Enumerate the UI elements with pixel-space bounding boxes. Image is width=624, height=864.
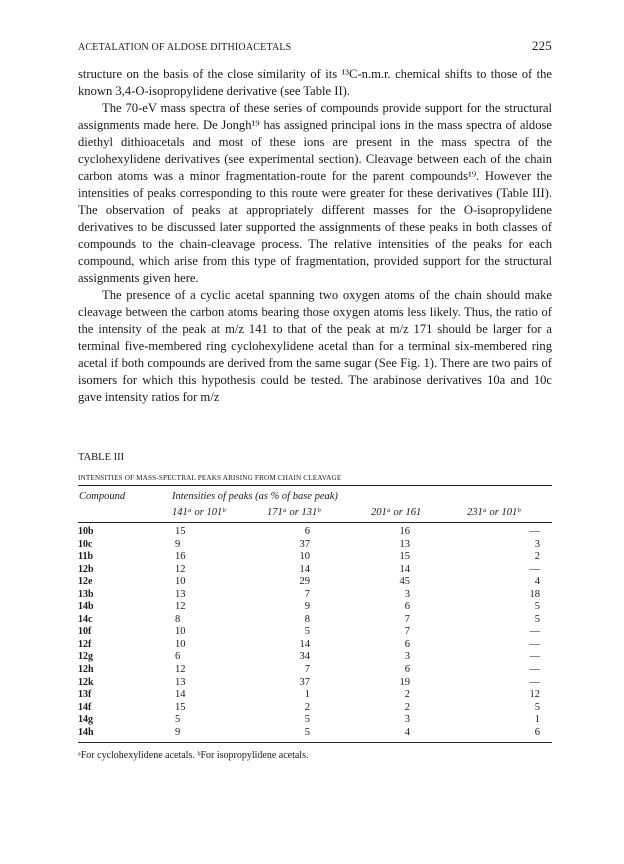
table-label: TABLE III	[78, 452, 125, 463]
compound-cell: 12e	[78, 576, 93, 588]
compound-cell: 13b	[78, 588, 94, 600]
compound-cell: 14h	[78, 726, 94, 738]
value-201-cell: 19	[399, 676, 410, 688]
value-201-cell: 3	[404, 588, 410, 600]
value-201-cell: 6	[404, 664, 410, 676]
col-header-1: 141ᵃ or 101ᵇ	[172, 507, 226, 518]
value-171-cell: 5	[304, 726, 310, 738]
compound-cell: 11b	[78, 551, 94, 563]
value-231-cell: —	[529, 563, 540, 575]
table-row	[78, 589, 552, 602]
compound-header: Compound	[79, 491, 126, 502]
value-141-cell: 15	[175, 701, 186, 713]
value-201-cell: 2	[404, 689, 410, 701]
table-row	[78, 664, 552, 677]
table-body	[78, 523, 552, 743]
value-171-cell: 7	[304, 664, 310, 676]
compound-cell: 14b	[78, 601, 94, 613]
value-141-cell: 12	[175, 563, 186, 575]
table-row	[78, 564, 552, 577]
value-171-cell: 37	[299, 538, 310, 550]
intensity-group-header-text: Intensities of peaks (as % of base peak)	[172, 491, 338, 502]
value-171-cell: 37	[299, 676, 310, 688]
col-header-2: 171ᵃ or 131ᵇ	[267, 507, 321, 518]
value-231-cell: 4	[534, 576, 540, 588]
value-231-cell: —	[529, 526, 540, 537]
value-201-cell: 3	[404, 651, 410, 663]
table-footnote: ᵃFor cyclohexylidene acetals. ᵇFor isopropylidene acetals.	[78, 750, 309, 762]
compound-cell: 13f	[78, 689, 92, 701]
value-231-cell: —	[529, 651, 540, 663]
value-141-cell: 8	[175, 613, 181, 625]
value-171-cell: 5	[304, 626, 310, 638]
value-201-cell: 4	[404, 726, 410, 738]
value-141-cell: 5	[175, 714, 181, 726]
paragraph-mass-spectra: The 70-eV mass spectra of these series of compounds provide support for the structural assignments made here. De Jongh¹⁹ has assigned principal ions in the mass spectra of aldose diethyl dithioacetals and most of these ions are present in the mass spectra of the cyclohexylidene derivatives (see experimental section). Cleavage between each of the chain carbon atoms was a minor fragmentation-route for the parent compounds¹⁹. However the intensities of peaks corresponding to this route were greater for these derivatives (Table III). The observation of peaks at appropriately different masses for the O-isopropylidene derivatives to be discussed later supported the assignments of these peaks in both classes of compounds to the chain-cleavage process. The relative intensities of the peaks for each compound, which arise from this type of fragmentation, provided support for the structural assignments given here.	[78, 101, 552, 285]
value-201-cell: 6	[404, 601, 410, 613]
table-row	[78, 677, 552, 690]
table-row	[78, 714, 552, 727]
value-171-cell: 29	[299, 576, 310, 588]
page-number: 225	[531, 38, 552, 53]
table-row	[78, 702, 552, 715]
compound-cell: 14g	[78, 714, 93, 726]
value-141-cell: 10	[175, 576, 186, 588]
compound-cell: 10b	[78, 526, 94, 537]
value-201-cell: 2	[404, 701, 410, 713]
value-171-cell: 14	[299, 563, 310, 575]
value-141-cell: 13	[175, 588, 186, 600]
value-171-cell: 6	[304, 526, 310, 537]
table-row	[78, 651, 552, 664]
paragraph-cyclic-acetal: The presence of a cyclic acetal spanning two oxygen atoms of the chain should make cleavage between the carbon atoms bearing those oxygen atoms less likely. Thus, the ratio of the intensity of the peak at m/z 141 to that of the peak at m/z 171 should be larger for a terminal five-membered ring cyclohexylidene acetal than for a terminal six-membered ring acetal if both compounds are derived from the same sugar (See Fig. 1). There are two pairs of isomers for which this hypothesis could be tested. The arabinose derivatives 10a and 10c gave intensity ratios for m/z	[78, 288, 552, 404]
table-row	[78, 539, 552, 552]
value-231-cell: 3	[534, 538, 540, 550]
compound-cell: 12h	[78, 664, 94, 676]
value-231-cell: 5	[534, 601, 540, 613]
value-141-cell: 12	[175, 664, 186, 676]
table-row	[78, 601, 552, 614]
table-row	[78, 639, 552, 652]
value-141-cell: 15	[175, 526, 186, 537]
value-231-cell: 5	[534, 613, 540, 625]
value-201-cell: 7	[404, 626, 410, 638]
value-141-cell: 14	[175, 689, 186, 701]
compound-cell: 14f	[78, 701, 92, 713]
running-head-title: ACETALATION OF ALDOSE DITHIOACETALS	[78, 42, 292, 53]
compound-cell: 10f	[78, 626, 92, 638]
value-171-cell: 9	[304, 601, 310, 613]
value-141-cell: 9	[175, 538, 181, 550]
data-table	[78, 486, 552, 743]
value-231-cell: 18	[529, 588, 540, 600]
value-231-cell: 6	[534, 726, 540, 738]
value-231-cell: 2	[534, 551, 540, 563]
table-row	[78, 523, 552, 539]
value-201-cell: 14	[399, 563, 410, 575]
table-row	[78, 689, 552, 702]
value-201-cell: 13	[399, 538, 410, 550]
value-201-cell: 6	[404, 638, 410, 650]
value-141-cell: 10	[175, 638, 186, 650]
value-201-cell: 7	[404, 613, 410, 625]
paragraph-continuation: structure on the basis of the close similarity of its ¹³C-n.m.r. chemical shifts to those of the known 3,4-O-isopropylidene derivative (see Table II).	[78, 67, 552, 98]
value-201-cell: 15	[399, 551, 410, 563]
value-171-cell: 5	[304, 714, 310, 726]
compound-cell: 12g	[78, 651, 93, 663]
value-141-cell: 6	[175, 651, 181, 663]
compound-cell: 10c	[78, 538, 93, 550]
value-231-cell: 12	[529, 689, 540, 701]
value-171-cell: 7	[304, 588, 310, 600]
value-141-cell: 13	[175, 676, 186, 688]
compound-cell: 12b	[78, 563, 94, 575]
running-head	[78, 38, 552, 54]
value-171-cell: 8	[304, 613, 310, 625]
value-141-cell: 12	[175, 601, 186, 613]
table-row	[78, 614, 552, 627]
compound-cell: 12k	[78, 676, 94, 688]
journal-page	[78, 38, 552, 761]
value-141-cell: 9	[175, 726, 181, 738]
value-231-cell: 1	[534, 714, 540, 726]
table-row	[78, 551, 552, 564]
table-caption: INTENSITIES OF MASS-SPECTRAL PEAKS ARISING FROM CHAIN CLEAVAGE	[78, 474, 342, 482]
table-row	[78, 576, 552, 589]
header-spacer	[78, 506, 171, 523]
table-iii	[78, 452, 552, 761]
value-171-cell: 10	[299, 551, 310, 563]
value-201-cell: 16	[399, 526, 410, 537]
col-header-4: 231ᵃ or 101ᵇ	[467, 507, 521, 518]
value-231-cell: —	[529, 638, 540, 650]
intensity-group-header	[171, 486, 552, 506]
table-row	[78, 727, 552, 743]
compound-cell: 14c	[78, 613, 93, 625]
value-171-cell: 1	[304, 689, 310, 701]
value-231-cell: —	[529, 676, 540, 688]
value-141-cell: 10	[175, 626, 186, 638]
value-231-cell: 5	[534, 701, 540, 713]
compound-cell: 12f	[78, 638, 92, 650]
value-201-cell: 45	[399, 576, 410, 588]
value-171-cell: 2	[304, 701, 310, 713]
value-201-cell: 3	[404, 714, 410, 726]
value-231-cell: —	[529, 664, 540, 676]
value-141-cell: 16	[175, 551, 186, 563]
value-171-cell: 14	[299, 638, 310, 650]
body-text	[78, 66, 552, 406]
table-row	[78, 626, 552, 639]
value-171-cell: 34	[299, 651, 310, 663]
col-header-3: 201ᵃ or 161	[371, 507, 422, 518]
value-231-cell: —	[529, 626, 540, 638]
